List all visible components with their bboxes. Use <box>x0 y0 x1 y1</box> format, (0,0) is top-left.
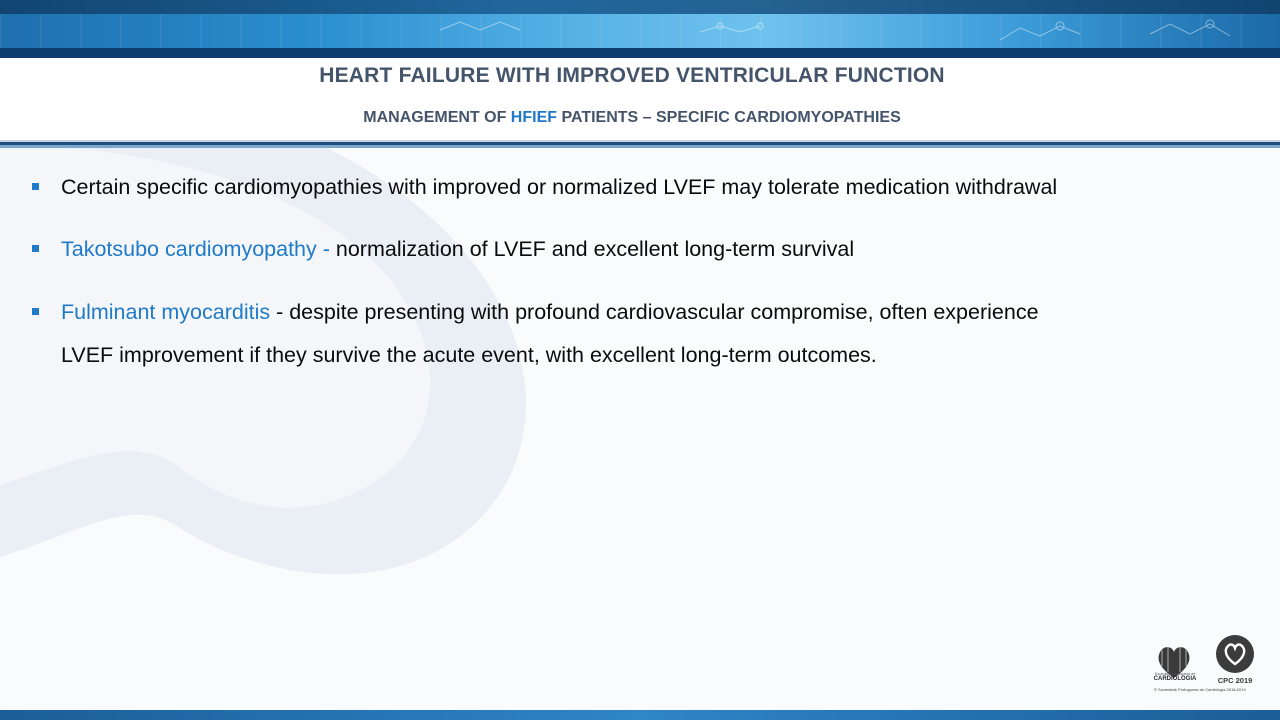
bullet-body: normalization of LVEF and excellent long-term survival <box>335 237 855 261</box>
spc-name: CARDIOLOGIA <box>1153 676 1197 682</box>
slide-title: HEART FAILURE WITH IMPROVED VENTRICULAR FUNCTION <box>319 64 945 87</box>
subtitle-highlight: HFIEF <box>510 109 558 126</box>
bullet-text <box>61 228 1211 271</box>
bullet-body: - despite presenting with profound cardiovascular compromise, often experience <box>270 300 1039 324</box>
bottom-bar <box>0 710 1280 720</box>
bullet-highlight: Takotsubo cardiomyopathy - <box>61 237 336 261</box>
bullet-text <box>61 166 1211 209</box>
bullet-text <box>61 291 1211 377</box>
copyright-footnote: © Sociedade Portuguesa de Cardiologia 2018-2019 <box>1154 687 1246 692</box>
bullet-marker-icon <box>32 183 39 190</box>
cpc-label: CPC 2019 <box>1217 676 1253 685</box>
bullet-marker-icon <box>32 245 39 252</box>
subtitle-prefix: MANAGEMENT OF <box>363 109 511 126</box>
cpc-heart-icon <box>1216 635 1254 673</box>
cpc-logo-icon <box>1216 635 1254 673</box>
bullet-highlight: Fulminant myocarditis <box>61 300 271 324</box>
footer-logos <box>1150 632 1260 694</box>
bullet-body-line2: LVEF improvement if they survive the acute event, with excellent long-term outcomes. <box>61 343 877 367</box>
bullet-marker-icon <box>32 308 39 315</box>
subtitle-suffix: PATIENTS – SPECIFIC CARDIOMYOPATHIES <box>557 109 901 126</box>
bullet-body: Certain specific cardiomyopathies with improved or normalized LVEF may tolerate medication withdrawal <box>61 175 1058 199</box>
spc-small-text: Sociedade Portuguesa de <box>1154 672 1196 676</box>
